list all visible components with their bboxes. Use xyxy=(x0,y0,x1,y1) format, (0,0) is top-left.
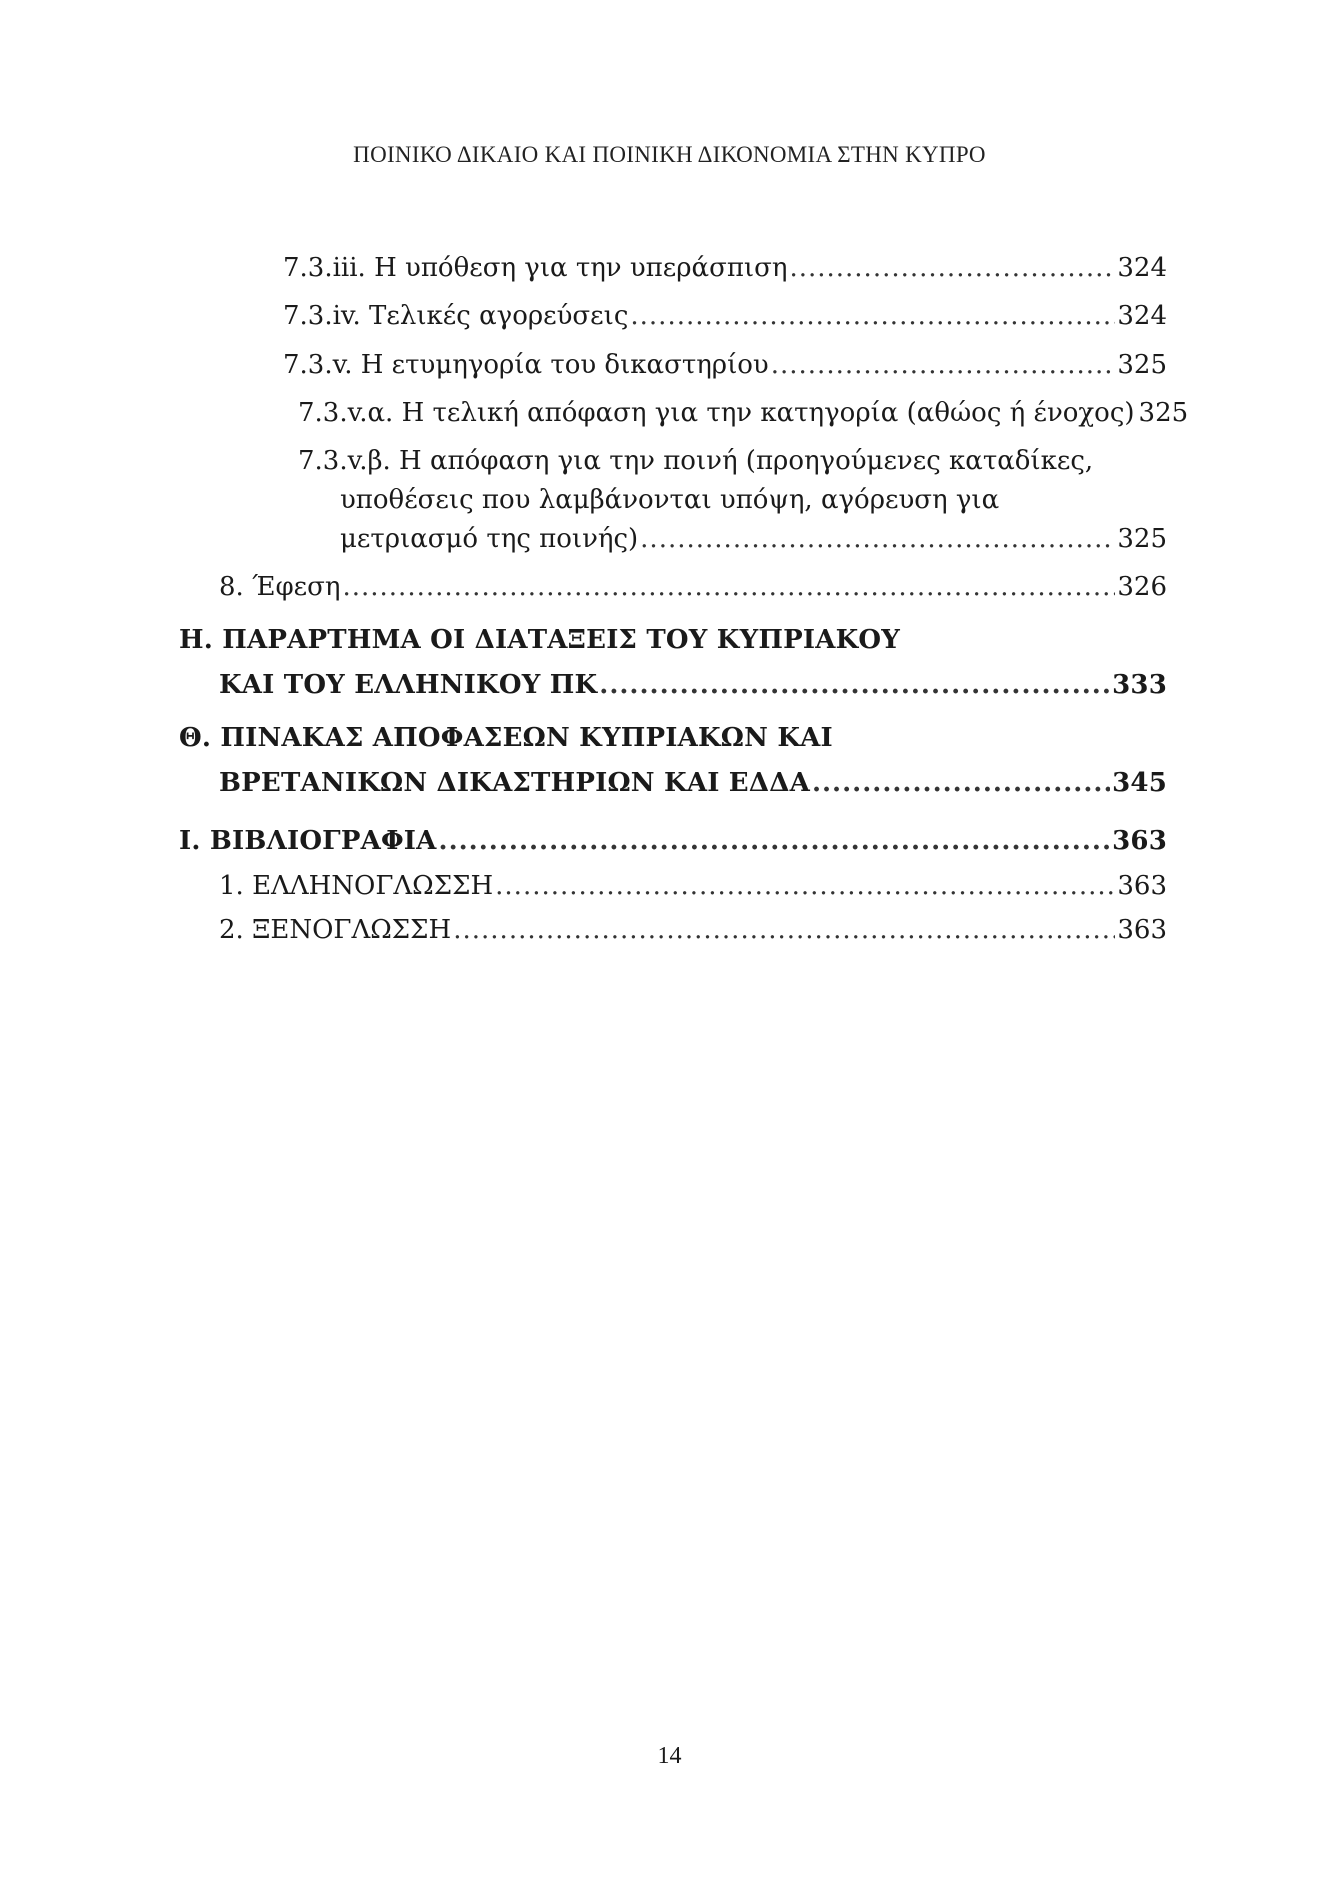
toc-page-number: 324 xyxy=(1117,301,1167,331)
page-number: 14 xyxy=(657,1743,682,1769)
toc-entry-7-3-v[interactable] xyxy=(283,347,1167,383)
toc-page-number: 324 xyxy=(1117,253,1167,283)
dot-leader xyxy=(640,521,1115,557)
toc-entry-label: μετριασμό της ποινής) xyxy=(340,524,639,554)
toc-page-number: 333 xyxy=(1112,670,1167,700)
toc-entry-label: ΒΡΕΤΑΝΙΚΩΝ ΔΙΚΑΣΤΗΡΙΩΝ ΚΑΙ ΕΔΔΑ xyxy=(219,768,810,798)
toc-page-number: 326 xyxy=(1117,572,1167,602)
toc-section-title-line: Θ. ΠΙΝΑΚΑΣ ΑΠΟΦΑΣΕΩΝ ΚΥΠΡΙΑΚΩΝ ΚΑΙ xyxy=(179,723,833,753)
toc-entry-i-1[interactable] xyxy=(219,868,1167,904)
dot-leader xyxy=(495,868,1115,904)
toc-section-title-line: Η. ΠΑΡΑΡΤΗΜΑ ΟΙ ΔΙΑΤΑΞΕΙΣ ΤΟΥ ΚΥΠΡΙΑΚΟΥ xyxy=(179,625,900,655)
toc-page-number: 325 xyxy=(1117,350,1167,380)
toc-entry-7-3-iv[interactable] xyxy=(283,298,1167,334)
toc-entry-7-3-v-a[interactable] xyxy=(298,395,1189,431)
toc-section-title-last-line xyxy=(219,765,1167,801)
running-header: ΠΟΙΝΙΚΟ ΔΙΚΑΙΟ ΚΑΙ ΠΟΙΝΙΚΗ ΔΙΚΟΝΟΜΙΑ ΣΤΗΝ ΚΥΠΡΟ xyxy=(353,142,986,167)
toc-entry-7-3-iii[interactable] xyxy=(283,250,1167,286)
dot-leader xyxy=(630,298,1115,334)
toc-page-number: 363 xyxy=(1117,915,1167,945)
toc-entry-line: 7.3.v.β. Η απόφαση για την ποινή (προηγούμενες καταδίκες, xyxy=(298,446,1094,476)
dot-leader xyxy=(771,347,1116,383)
toc-page-number: 363 xyxy=(1117,871,1167,901)
dot-leader xyxy=(453,912,1115,948)
toc-entry-label: 1. ΕΛΛΗΝΟΓΛΩΣΣΗ xyxy=(219,871,494,901)
dot-leader xyxy=(812,765,1110,801)
toc-entry-label: 8. Έφεση xyxy=(219,572,341,602)
toc-entry-label: 7.3.iv. Τελικές αγορεύσεις xyxy=(283,301,629,331)
toc-page-number: 345 xyxy=(1112,768,1167,798)
toc-entry-label: 7.3.v. Η ετυμηγορία του δικαστηρίου xyxy=(283,350,769,380)
toc-entry-label: Ι. ΒΙΒΛΙΟΓΡΑΦΙΑ xyxy=(179,826,437,856)
toc-section-i[interactable] xyxy=(179,823,1167,859)
dot-leader xyxy=(599,667,1110,703)
toc-page-number: 363 xyxy=(1112,826,1167,856)
toc-entry-last-line xyxy=(340,521,1167,557)
toc-entry-8[interactable] xyxy=(219,569,1167,605)
toc-entry-label: 7.3.v.α. Η τελική απόφαση για την κατηγορία (αθώος ή ένοχος) xyxy=(298,398,1135,428)
toc-page-number: 325 xyxy=(1138,398,1189,428)
toc-entry-label: ΚΑΙ ΤΟΥ ΕΛΛΗΝΙΚΟΥ ΠΚ xyxy=(219,670,598,700)
dot-leader xyxy=(789,250,1115,286)
toc-entry-label: 2. ΞΕΝΟΓΛΩΣΣΗ xyxy=(219,915,452,945)
toc-entry-line: υποθέσεις που λαμβάνονται υπόψη, αγόρευση για xyxy=(340,485,1000,515)
dot-leader xyxy=(342,569,1115,605)
toc-entry-i-2[interactable] xyxy=(219,912,1167,948)
dot-leader xyxy=(439,823,1111,859)
toc-section-title-last-line xyxy=(219,667,1167,703)
toc-page-number: 325 xyxy=(1117,524,1167,554)
toc-entry-label: 7.3.iii. Η υπόθεση για την υπεράσπιση xyxy=(283,253,788,283)
